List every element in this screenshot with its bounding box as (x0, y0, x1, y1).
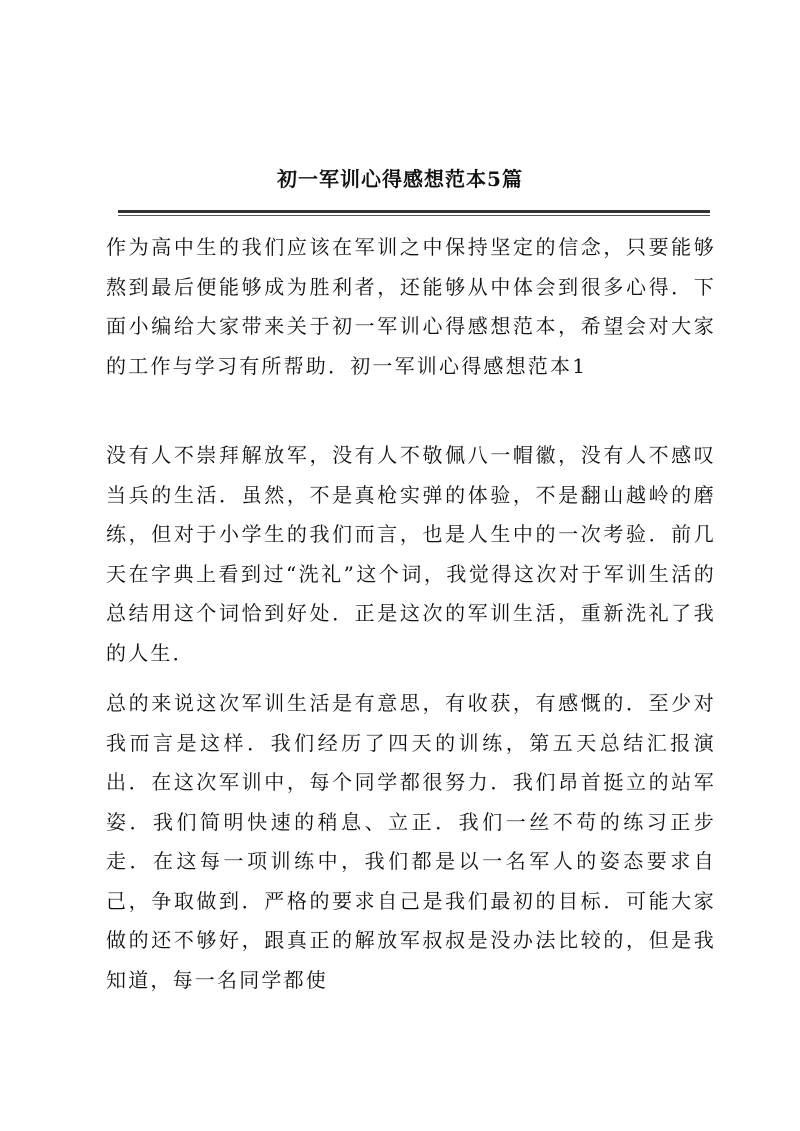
title-divider-thick (118, 210, 710, 213)
paragraph-intro: 作为高中生的我们应该在军训之中保持坚定的信念，只要能够熬到最后便能够成为胜利者，还能够从中体会到很多心得．下面小编给大家带来关于初一军训心得感想范本，希望会对大家的工作与学习有所帮助．初一军训心得感想范本1 (106, 235, 716, 378)
document-title: 初一军训心得感想范本5篇 (277, 167, 523, 191)
paragraph-2: 没有人不崇拜解放军，没有人不敬佩八一帽徽，没有人不感叹当兵的生活．虽然，不是真枪实弹的体验，不是翻山越岭的磨练，但对于小学生的我们而言，也是人生中的一次考验．前几天在字典上看到过“洗礼”这个词，我觉得这次对于军训生活的总结用这个词恰到好处．正是这次的军训生活，重新洗礼了我的人生． (106, 443, 716, 665)
paragraph-3: 总的来说这次军训生活是有意思，有收获，有感慨的．至少对我而言是这样．我们经历了四天的训练，第五天总结汇报演出．在这次军训中，每个同学都很努力．我们昂首挺立的站军姿．我们简明快速的稍息、立正．我们一丝不苟的练习正步走．在这每一项训练中，我们都是以一名军人的姿态要求自己，争取做到．严格的要求自己是我们最初的目标．可能大家做的还不够好，跟真正的解放军叔叔是没办法比较的，但是我知道，每一名同学都使 (106, 691, 716, 992)
title-divider-thin (118, 215, 710, 216)
